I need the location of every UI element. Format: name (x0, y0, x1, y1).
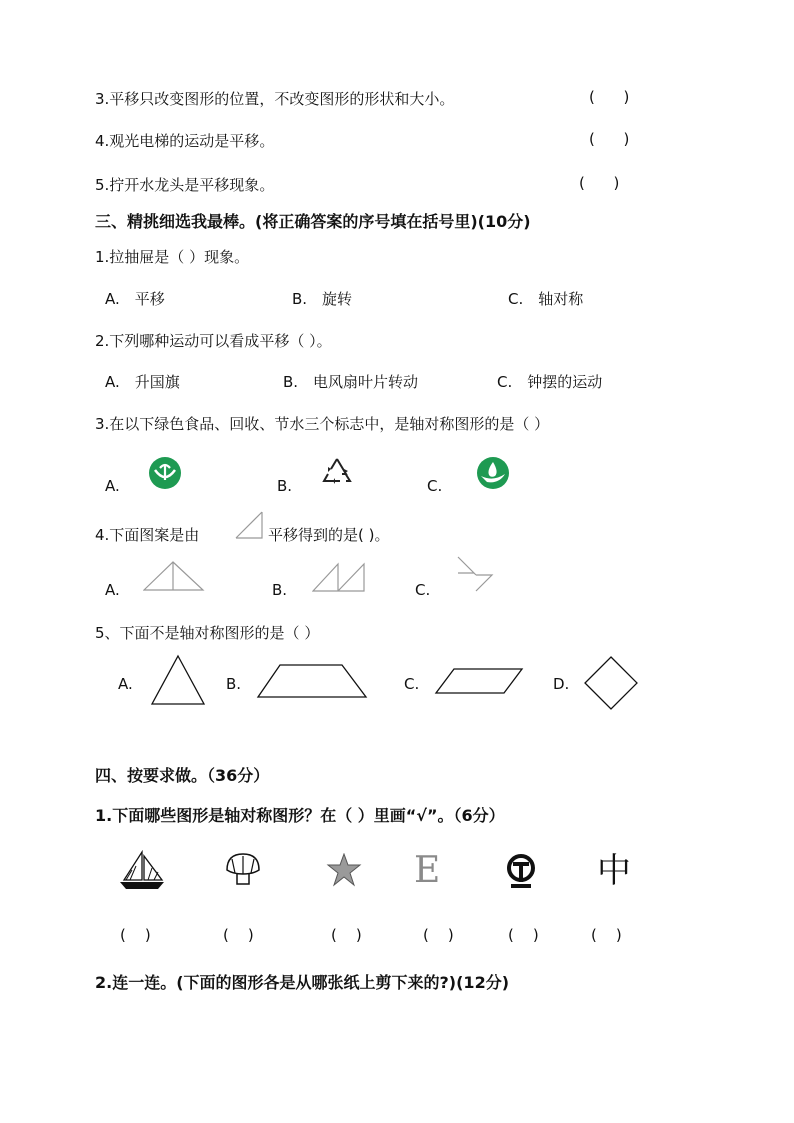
s3-q4-label-b[interactable]: B. (272, 581, 288, 599)
s3-q2-text: 2.下列哪种运动可以看成平移（ ）。 (95, 332, 332, 350)
answer-paren[interactable]: ( ) (591, 926, 622, 944)
s3-q1-option-b[interactable]: B. 旋转 (292, 290, 353, 308)
s3-q5-text: 5、下面不是轴对称图形的是（ ） (95, 624, 320, 642)
judge-item-5: 5.拧开水龙头是平移现象。 (95, 176, 275, 194)
parallelogram-shape (434, 667, 524, 695)
judge-item-3: 3.平移只改变图形的位置，不改变图形的形状和大小。 (95, 90, 455, 108)
s3-q3-text: 3.在以下绿色食品、回收、节水三个标志中，是轴对称图形的是（ ） (95, 415, 550, 433)
s3-q2-option-b[interactable]: B. 电风扇叶片转动 (283, 373, 419, 391)
equilateral-triangle-shape (150, 654, 206, 706)
section-4-title: 四、按要求做。（36分） (95, 766, 270, 785)
answer-paren[interactable]: ( ) (579, 174, 620, 192)
s4-q1-text: 1.下面哪些图形是轴对称图形？在（ ）里画“√”。（6分） (95, 806, 505, 825)
s3-q1-option-a[interactable]: A. 平移 (105, 290, 165, 308)
answer-paren[interactable]: ( ) (423, 926, 454, 944)
water-saving-logo-icon (475, 456, 511, 490)
s3-q3-label-c[interactable]: C. (427, 477, 443, 495)
sailboat-icon (118, 850, 166, 892)
s3-q4-text-after: 平移得到的是( )。 (268, 526, 390, 544)
section-3-title: 三、精挑细选我最棒。(将正确答案的序号填在括号里)(10分) (95, 212, 531, 231)
s3-q1-text: 1.拉抽屉是（ ）现象。 (95, 248, 250, 266)
s3-q5-label-c[interactable]: C. (404, 675, 420, 693)
triangle-pattern-c-icon (455, 554, 495, 594)
s4-q2-text: 2.连一连。(下面的图形各是从哪张纸上剪下来的?)(12分) (95, 973, 510, 992)
s3-q3-label-b[interactable]: B. (277, 477, 293, 495)
s3-q4-label-c[interactable]: C. (415, 581, 431, 599)
answer-paren[interactable]: ( ) (120, 926, 151, 944)
s3-q4-text-before: 4.下面图案是由 (95, 526, 200, 544)
s3-q5-label-a[interactable]: A. (118, 675, 133, 693)
letter-e-icon: E (414, 850, 441, 891)
shell-icon (223, 850, 263, 890)
answer-paren[interactable]: ( ) (331, 926, 362, 944)
triangle-pattern-b-icon (312, 562, 368, 592)
trapezoid-shape (256, 663, 368, 699)
rhombus-shape (583, 655, 639, 711)
star-icon (326, 853, 362, 887)
recycle-logo-icon (320, 456, 354, 488)
s3-q2-option-a[interactable]: A. 升国旗 (105, 373, 180, 391)
answer-paren[interactable]: ( ) (508, 926, 539, 944)
s3-q4-label-a[interactable]: A. (105, 581, 120, 599)
s3-q5-label-b[interactable]: B. (226, 675, 242, 693)
green-food-logo-icon (148, 456, 182, 490)
answer-paren[interactable]: ( ) (589, 88, 630, 106)
s3-q3-label-a[interactable]: A. (105, 477, 120, 495)
judge-item-4: 4.观光电梯的运动是平移。 (95, 132, 275, 150)
small-triangle-icon (234, 510, 264, 540)
railway-logo-icon (503, 852, 539, 890)
answer-paren[interactable]: ( ) (589, 130, 630, 148)
character-zhong-icon: 中 (597, 851, 631, 891)
answer-paren[interactable]: ( ) (223, 926, 254, 944)
triangle-pattern-a-icon (143, 560, 205, 592)
s3-q5-label-d[interactable]: D. (553, 675, 570, 693)
s3-q1-option-c[interactable]: C. 轴对称 (508, 290, 584, 308)
s3-q2-option-c[interactable]: C. 钟摆的运动 (497, 373, 603, 391)
